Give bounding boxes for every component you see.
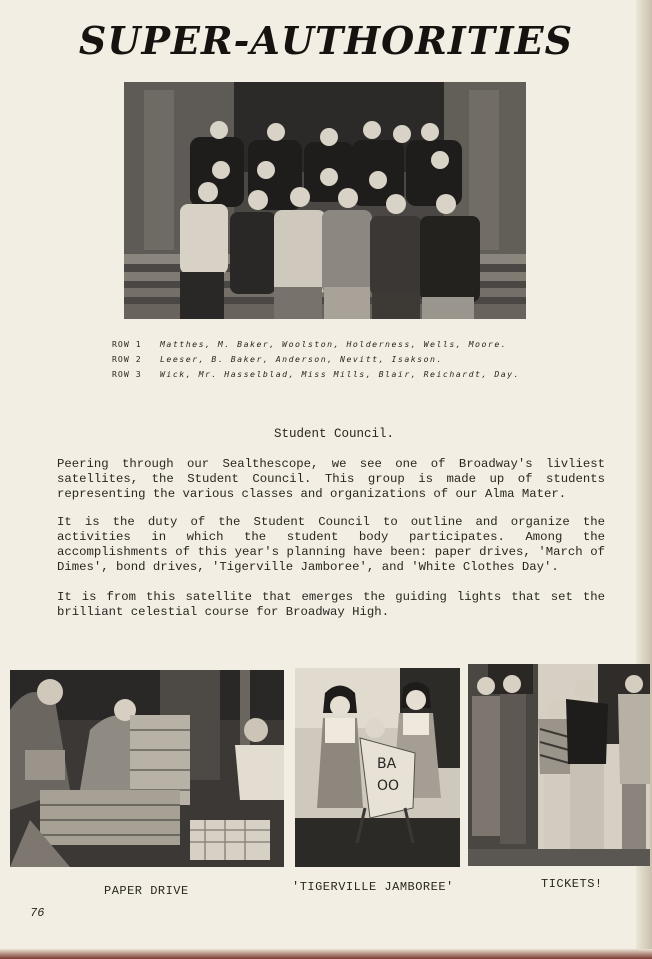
sign-letters-top: BA <box>377 756 397 772</box>
tickets-photo <box>468 664 650 866</box>
sign-letters-bottom: OO <box>377 778 400 794</box>
row-label: ROW 2 <box>112 354 142 364</box>
article-paragraph-3: It is from this satellite that emerges the guiding lights that set the brilliant celestial course for Broadway High. <box>57 590 605 619</box>
group-photo-caption <box>112 337 572 382</box>
tickets-caption: TICKETS! <box>541 877 603 891</box>
article-paragraph-1: Peering through our Sealthescope, we see one of Broadway's livliest satellites, the Student Council. This group is made up of students representing the various classes and organizations of our Alma Mater. <box>57 457 605 501</box>
article-paragraph-2: It is the duty of the Student Council to outline and organize the activities in which the student body participates. Among the accomplishments of this year's planning have been: paper drives, 'March of Dimes', bond drives, 'Tigerville Jamboree', and 'White Clothes Day'. <box>57 515 605 574</box>
row-label: ROW 1 <box>112 339 142 349</box>
paper-drive-caption: PAPER DRIVE <box>104 884 189 898</box>
row-label: ROW 3 <box>112 369 142 379</box>
paper-drive-photo <box>10 670 284 867</box>
caption-row-3 <box>112 367 572 382</box>
article-heading: Student Council. <box>273 427 395 441</box>
row-names: Matthes, M. Baker, Woolston, Holderness, Wells, Moore. <box>160 339 508 349</box>
tigerville-jamboree-caption: 'TIGERVILLE JAMBOREE' <box>292 880 454 894</box>
student-council-group-photo <box>124 82 526 319</box>
row-names: Leeser, B. Baker, Anderson, Nevitt, Isakson. <box>160 354 443 364</box>
caption-row-2 <box>112 352 572 367</box>
row-names: Wick, Mr. Hasselblad, Miss Mills, Blair, Reichardt, Day. <box>160 369 521 379</box>
page-title: SUPER-AUTHORITIES <box>78 18 574 63</box>
caption-row-1 <box>112 337 572 352</box>
book-binding-edge <box>0 949 652 959</box>
tigerville-jamboree-photo <box>295 668 460 867</box>
page-number: 76 <box>30 906 45 920</box>
